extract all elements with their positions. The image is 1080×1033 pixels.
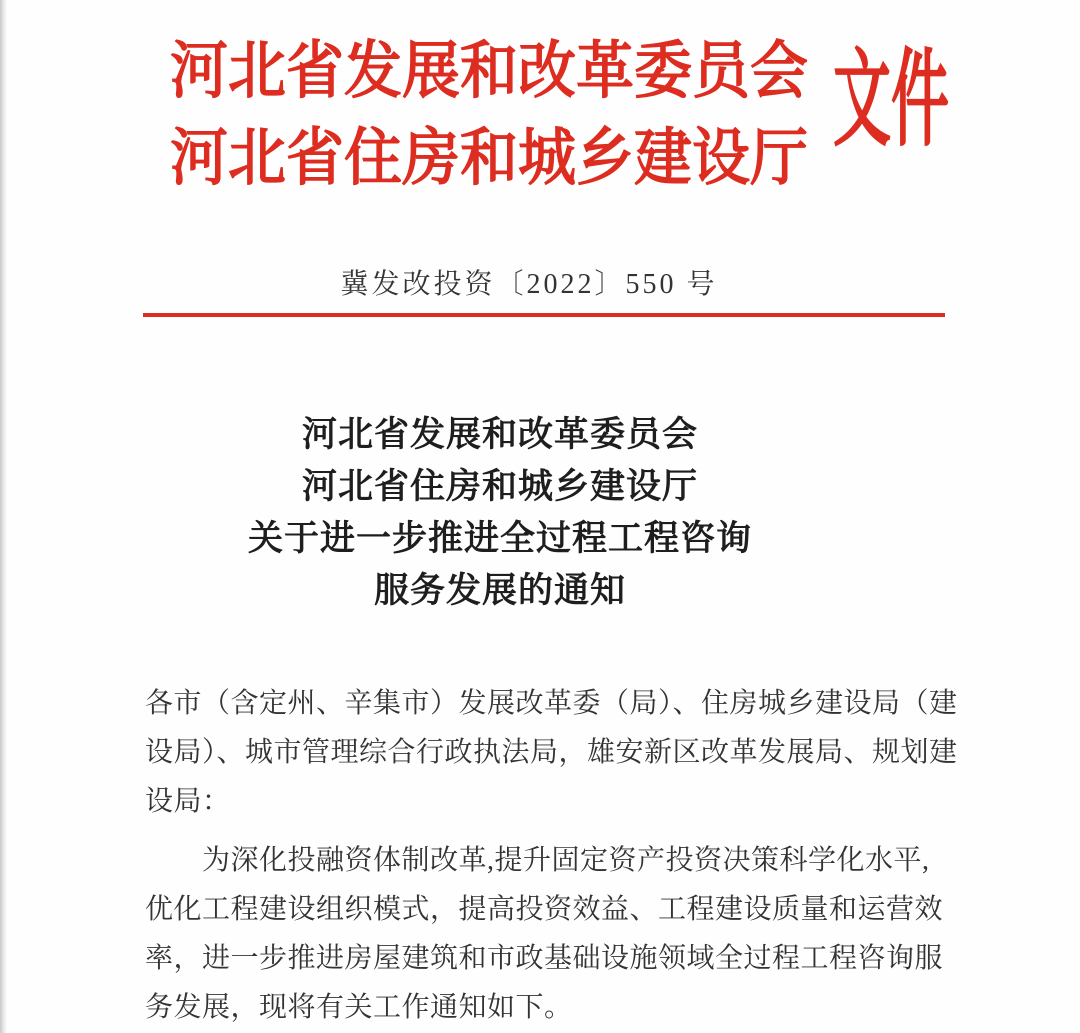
intro-line-4: 务发展，现将有关工作通知如下。 (145, 992, 573, 1023)
document-body (145, 679, 958, 1032)
document-title (0, 409, 1000, 617)
letterhead-org-name-1: 河北省发展和改革委员会 (170, 35, 809, 107)
recipients-line-2: 设局）、城市管理综合行政执法局，雄安新区改革发展局、规划建 (145, 737, 958, 768)
red-divider-line (143, 313, 945, 317)
intro-line-2: 优化工程建设组织模式，提高投资效益、工程建设质量和运营效 (145, 894, 944, 925)
title-line-2: 河北省住房和城乡建设厅 (301, 467, 698, 506)
letterhead (170, 24, 820, 198)
letterhead-org-name-2: 河北省住房和城乡建设厅 (170, 122, 809, 194)
letterhead-document-word: 文件 (833, 41, 949, 160)
intro-line-1: 为深化投融资体制改革,提升固定资产投资决策科学化水平, (202, 845, 930, 876)
title-line-4: 服务发展的通知 (373, 571, 626, 610)
recipients-line-3: 设局： (145, 786, 231, 817)
title-line-3: 关于进一步推进全过程工程咨询 (247, 519, 752, 558)
recipients-paragraph (145, 679, 958, 826)
recipients-line-1: 各市（含定州、辛集市）发展改革委（局）、住房城乡建设局（建 (145, 688, 958, 719)
intro-paragraph (145, 836, 955, 1032)
document-number: 冀发改投资〔2022〕550 号 (340, 269, 718, 300)
title-line-1: 河北省发展和改革委员会 (301, 415, 698, 454)
intro-line-3: 率，进一步推进房屋建筑和市政基础设施领域全过程工程咨询服 (145, 943, 944, 974)
